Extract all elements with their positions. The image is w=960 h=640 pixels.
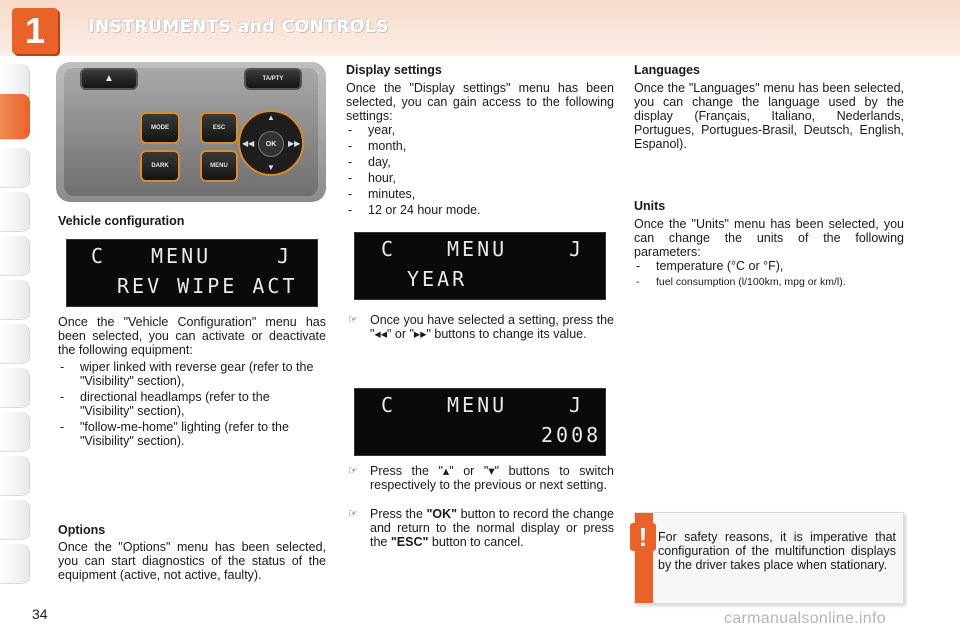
- lcd-bracket-right: J: [569, 237, 585, 261]
- pointing-hand-icon: ☞: [348, 314, 358, 326]
- mode-button: MODE: [140, 112, 180, 144]
- vehicle-config-intro: Once the "Vehicle Configuration" menu has been selected, you can activate or deactivate the following equipment:: [58, 315, 326, 357]
- lcd-line2: YEAR: [407, 267, 468, 291]
- chapter-tab[interactable]: [0, 412, 30, 452]
- list-item: - temperature (°C or °F),: [634, 259, 904, 273]
- lcd-line2: REV WIPE ACT: [117, 274, 298, 298]
- bullet-text: Once you have selected a setting, press the "◂◂" or "▸▸" buttons to change its value.: [370, 313, 614, 341]
- bullet-text-c: button to cancel.: [428, 535, 524, 549]
- chapter-tab[interactable]: [0, 456, 30, 496]
- arrow-up-icon: ▲: [267, 113, 275, 122]
- bullet-text-b: button to record the change and return to the normal display or press the: [370, 507, 614, 549]
- pointing-hand-icon: ☞: [348, 508, 358, 520]
- options-heading: Options: [58, 523, 106, 537]
- options-text: Once the "Options" menu has been selected, you can start diagnostics of the status of the equipment (active, not active, faulty).: [58, 540, 326, 582]
- units-intro: Once the "Units" menu has been selected, you can change the units of the following parameters:: [634, 217, 904, 259]
- lcd-bracket-left: C: [91, 244, 107, 268]
- ok-button: OK: [258, 131, 284, 157]
- chapter-tab[interactable]: [0, 368, 30, 408]
- units-heading: Units: [634, 199, 666, 213]
- chapter-tab-active[interactable]: [0, 94, 30, 140]
- vehicle-config-heading: Vehicle configuration: [58, 214, 185, 228]
- languages-heading: Languages: [634, 63, 700, 77]
- lcd-vehicle-config: [66, 239, 318, 307]
- eject-button: ▲: [80, 68, 138, 90]
- lcd-bracket-right: J: [569, 393, 585, 417]
- lcd-bracket-left: C: [381, 393, 397, 417]
- safety-warning-text: For safety reasons, it is imperative that configuration of the multifunction displays by the driver takes place when stationary.: [658, 530, 896, 572]
- list-item: - "follow-me-home" lighting (refer to the "Visibility" section).: [58, 420, 326, 448]
- ta-pty-button: TA/PTY: [244, 68, 302, 90]
- chapter-tabs: [0, 64, 34, 584]
- display-settings-intro: Once the "Display settings" menu has been selected, you can gain access to the following settings:: [346, 81, 614, 123]
- page-number: 34: [32, 606, 48, 622]
- chapter-tab[interactable]: [0, 324, 30, 364]
- bullet-text-a: Press the: [370, 507, 427, 521]
- lcd-menu-label: MENU: [447, 393, 508, 417]
- list-item: - year,: [346, 123, 614, 137]
- chapter-tab[interactable]: [0, 544, 30, 584]
- bullet-ok-esc: [346, 507, 614, 549]
- chapter-number: 1: [24, 10, 46, 51]
- lcd-line2: 2008: [541, 423, 602, 447]
- arrow-right-icon: ▶▶: [288, 139, 301, 148]
- vehicle-config-list: [58, 360, 326, 450]
- display-settings-heading: Display settings: [346, 63, 442, 77]
- chapter-tab[interactable]: [0, 148, 30, 188]
- chapter-tab[interactable]: [0, 236, 30, 276]
- arrow-down-icon: ▼: [267, 163, 275, 172]
- list-item: - wiper linked with reverse gear (refer to the "Visibility" section),: [58, 360, 326, 388]
- list-item: - month,: [346, 139, 614, 153]
- chapter-badge: [12, 8, 58, 54]
- esc-label: "ESC": [390, 535, 429, 549]
- lcd-2008: [354, 388, 606, 456]
- chapter-tab[interactable]: [0, 192, 30, 232]
- pointing-hand-icon: ☞: [348, 465, 358, 477]
- list-item: - fuel consumption (l/100km, mpg or km/l).: [634, 275, 904, 289]
- page-header: [0, 0, 960, 60]
- list-item: - day,: [346, 155, 614, 169]
- lcd-bracket-right: J: [277, 244, 293, 268]
- languages-text: Once the "Languages" menu has been selected, you can change the language used by the display (Français, Italiano, Nederlands, Portugues, Portugues-Brasil, Deutsch, English, Espanol).: [634, 81, 904, 151]
- list-item: - 12 or 24 hour mode.: [346, 203, 614, 217]
- arrow-left-icon: ◀◀: [242, 139, 255, 148]
- esc-button: ESC: [200, 112, 238, 144]
- units-list: [634, 259, 904, 291]
- menu-button: MENU: [200, 150, 238, 182]
- display-settings-list: [346, 123, 614, 219]
- list-item: - hour,: [346, 171, 614, 185]
- chapter-title: INSTRUMENTS and CONTROLS: [88, 17, 389, 37]
- watermark: carmanualsonline.info: [724, 610, 886, 627]
- bullet-change-value: [346, 313, 614, 341]
- exclamation-icon: !: [630, 523, 656, 551]
- chapter-tab[interactable]: [0, 500, 30, 540]
- list-item: - directional headlamps (refer to the "Visibility" section),: [58, 390, 326, 418]
- chapter-tab[interactable]: [0, 280, 30, 320]
- lcd-menu-label: MENU: [151, 244, 212, 268]
- lcd-bracket-left: C: [381, 237, 397, 261]
- ok-label: "OK": [426, 507, 458, 521]
- dark-button: DARK: [140, 150, 180, 182]
- lcd-year: [354, 232, 606, 300]
- bullet-text: Press the "▴" or "▾" buttons to switch respectively to the previous or next setting.: [370, 464, 614, 492]
- lcd-menu-label: MENU: [447, 237, 508, 261]
- list-item: - minutes,: [346, 187, 614, 201]
- bullet-switch-setting: [346, 464, 614, 492]
